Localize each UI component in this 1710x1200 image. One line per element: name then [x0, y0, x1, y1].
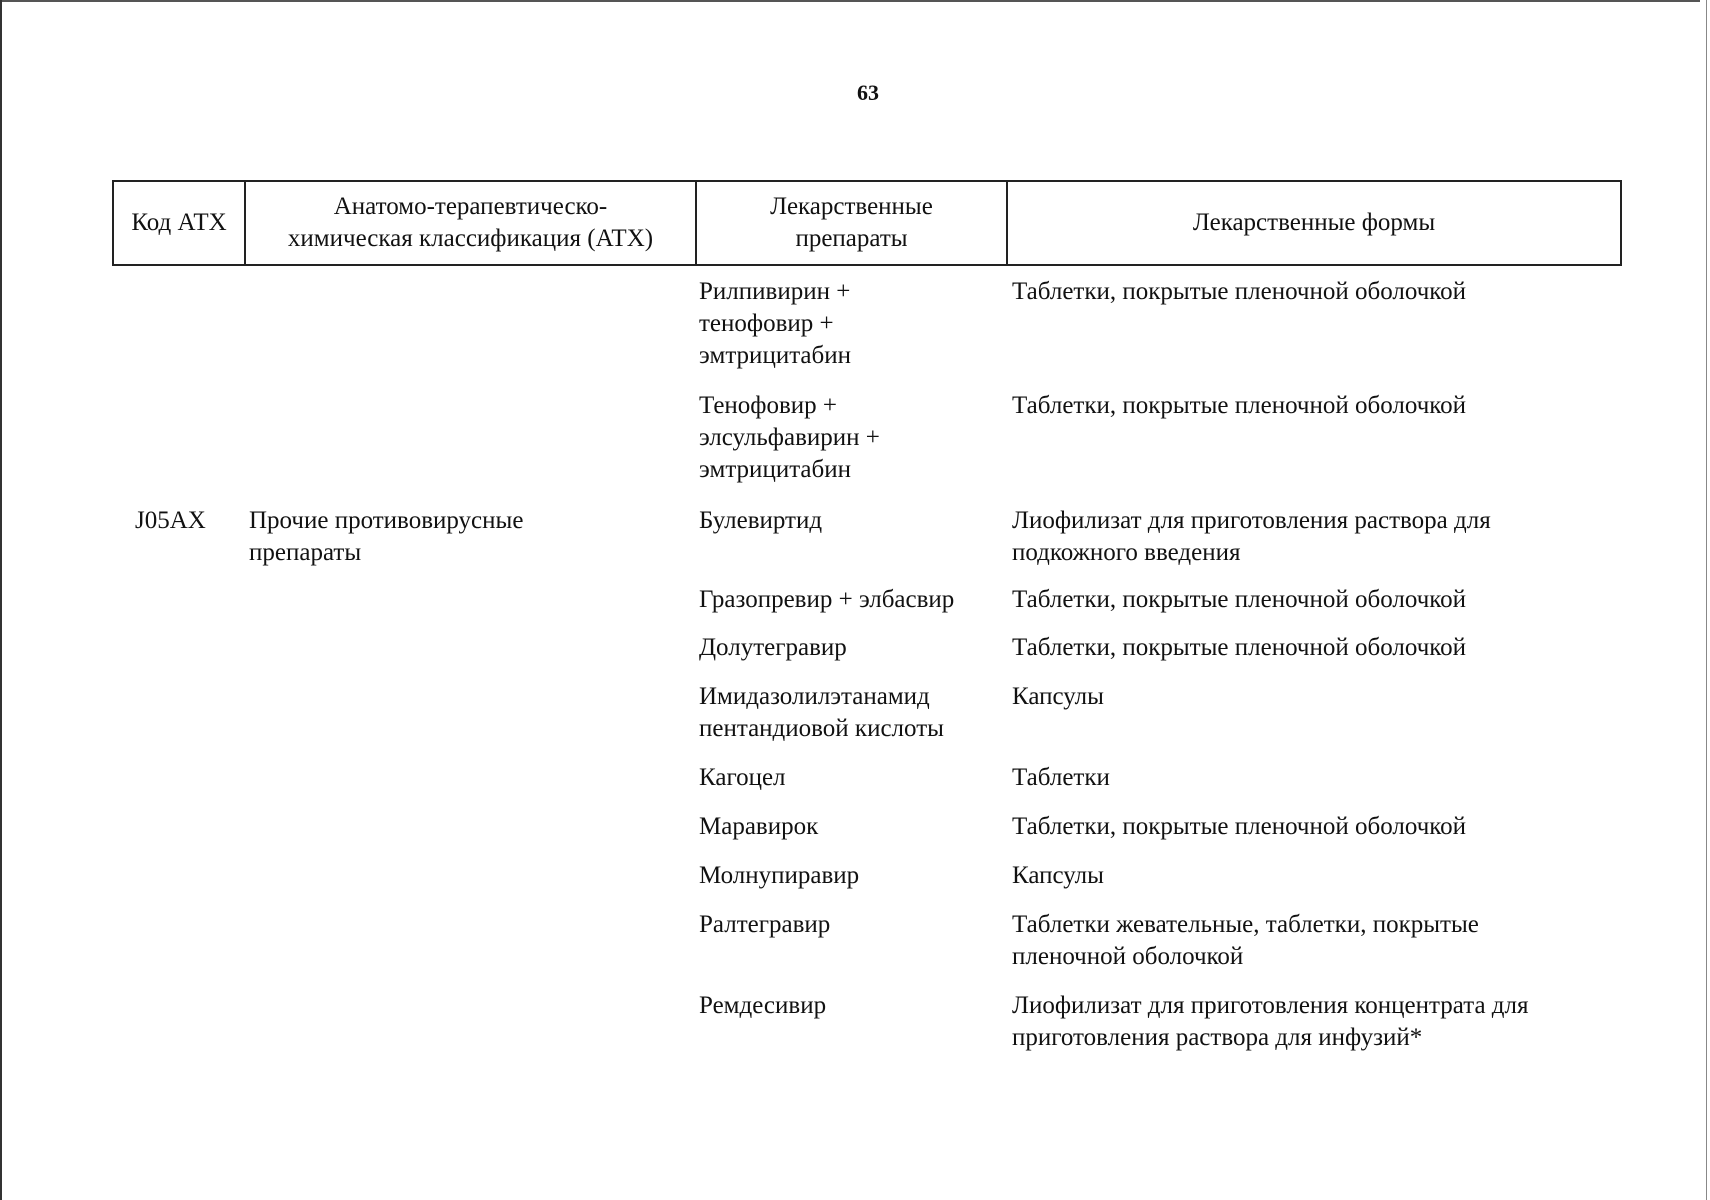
- table-header: [112, 180, 1622, 266]
- form-cell: Таблетки, покрытые пленочной оболочкой: [1012, 586, 1467, 613]
- form-cell: Лиофилизат для приготовления раствора для подкожного введения: [1012, 507, 1491, 566]
- form-cell: Таблетки, покрытые пленочной оболочкой: [1012, 392, 1467, 419]
- header-forms: Лекарственные формы: [1007, 181, 1621, 265]
- form-cell: Таблетки жевательные, таблетки, покрытые пленочной оболочкой: [1012, 911, 1479, 970]
- form-cell: Таблетки, покрытые пленочной оболочкой: [1012, 278, 1467, 305]
- drug-cell: Гразопревир + элбасвир: [699, 586, 955, 613]
- drug-cell: Ремдесивир: [699, 992, 827, 1019]
- drug-cell: Имидазолилэтанамид пентандиовой кислоты: [699, 683, 944, 742]
- scan-border-right: [1706, 0, 1707, 1200]
- header-code: Код АТХ: [113, 181, 245, 265]
- drug-cell: Булевиртид: [699, 507, 823, 534]
- drug-cell: Кагоцел: [699, 764, 786, 791]
- atc-code-cell: J05AX: [135, 507, 206, 534]
- form-cell: Капсулы: [1012, 683, 1104, 710]
- form-cell: Таблетки: [1012, 764, 1110, 791]
- header-classification: Анатомо-терапевтическо- химическая классификация (АТХ): [245, 181, 696, 265]
- form-cell: Таблетки, покрытые пленочной оболочкой: [1012, 813, 1467, 840]
- scan-border-left: [0, 0, 2, 1200]
- drug-cell: Долутегравир: [699, 634, 847, 661]
- form-cell: Капсулы: [1012, 862, 1104, 889]
- drug-cell: Молнупиравир: [699, 862, 860, 889]
- header-drugs: Лекарственные препараты: [696, 181, 1007, 265]
- page-number: 63: [857, 80, 879, 105]
- classification-cell: Прочие противовирусные препараты: [249, 507, 524, 566]
- form-cell: Лиофилизат для приготовления концентрата для приготовления раствора для инфузий*: [1012, 992, 1529, 1051]
- drug-cell: Ралтегравир: [699, 911, 831, 938]
- drug-cell: Тенофовир + элсульфавирин + эмтрицитабин: [699, 392, 880, 483]
- drug-cell: Рилпивирин + тенофовир + эмтрицитабин: [699, 278, 852, 369]
- scan-border-top: [0, 0, 1700, 2]
- form-cell: Таблетки, покрытые пленочной оболочкой: [1012, 634, 1467, 661]
- drug-cell: Маравирок: [699, 813, 819, 840]
